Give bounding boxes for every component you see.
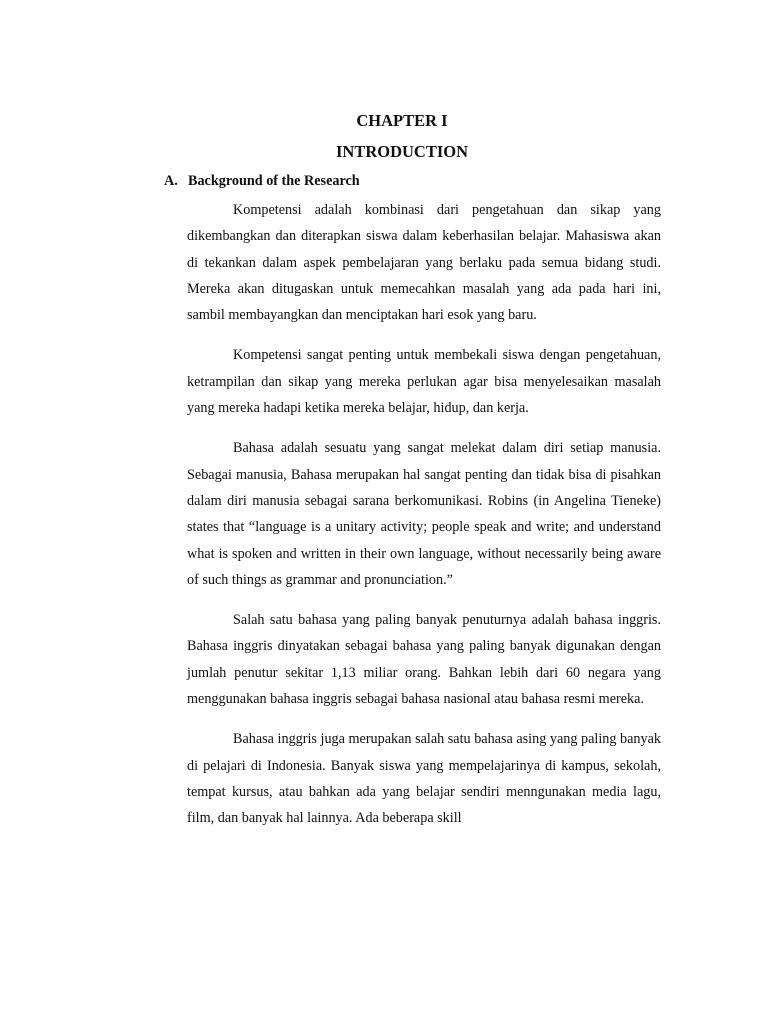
paragraph: Salah satu bahasa yang paling banyak penuturnya adalah bahasa inggris. Bahasa inggris dinyatakan sebagai bahasa yang paling banyak digunakan dengan jumlah penutur sekitar 1,13 miliar orang. Bahkan lebih dari 60 negara yang menggunakan bahasa inggris sebagai bahasa nasional atau bahasa resmi mereka. bbox=[187, 612, 661, 708]
section-number: A. bbox=[164, 173, 178, 189]
body-text bbox=[187, 197, 661, 846]
section-heading bbox=[164, 170, 360, 192]
chapter-number: CHAPTER I bbox=[356, 111, 448, 130]
paragraph: Bahasa inggris juga merupakan salah satu bahasa asing yang paling banyak di pelajari di Indonesia. Banyak siswa yang mempelajarinya di kampus, sekolah, tempat kursus, atau bahkan ada yang belajar sendiri menngunakan media lagu, film, dan banyak hal lainnya. Ada beberapa skill bbox=[187, 731, 661, 827]
section-heading-text: Background of the Research bbox=[188, 173, 360, 189]
paragraph: Bahasa adalah sesuatu yang sangat melekat dalam diri setiap manusia. Sebagai manusia, Bahasa merupakan hal sangat penting dan tidak bisa di pisahkan dalam diri manusia sebagai sarana berkomunikasi. Robins (in Angelina Tieneke) states that “language is a unitary activity; people speak and write; and understand what is spoken and written in their own language, without necessarily being aware of such things as grammar and pronunciation.” bbox=[187, 440, 661, 588]
chapter-title: INTRODUCTION bbox=[335, 142, 469, 161]
paragraph: Kompetensi sangat penting untuk membekali siswa dengan pengetahuan, ketrampilan dan sikap yang mereka perlukan agar bisa menyelesaikan masalah yang mereka hadapi ketika mereka belajar, hidup, dan kerja. bbox=[187, 347, 661, 417]
paragraph: Kompetensi adalah kombinasi dari pengetahuan dan sikap yang dikembangkan dan diterapkan siswa dalam keberhasilan belajar. Mahasiswa akan di tekankan dalam aspek pembelajaran yang berlaku pada semua bidang studi. Mereka akan ditugaskan untuk memecahkan masalah yang ada pada hari ini, sambil membayangkan dan menciptakan hari esok yang baru. bbox=[187, 202, 661, 324]
